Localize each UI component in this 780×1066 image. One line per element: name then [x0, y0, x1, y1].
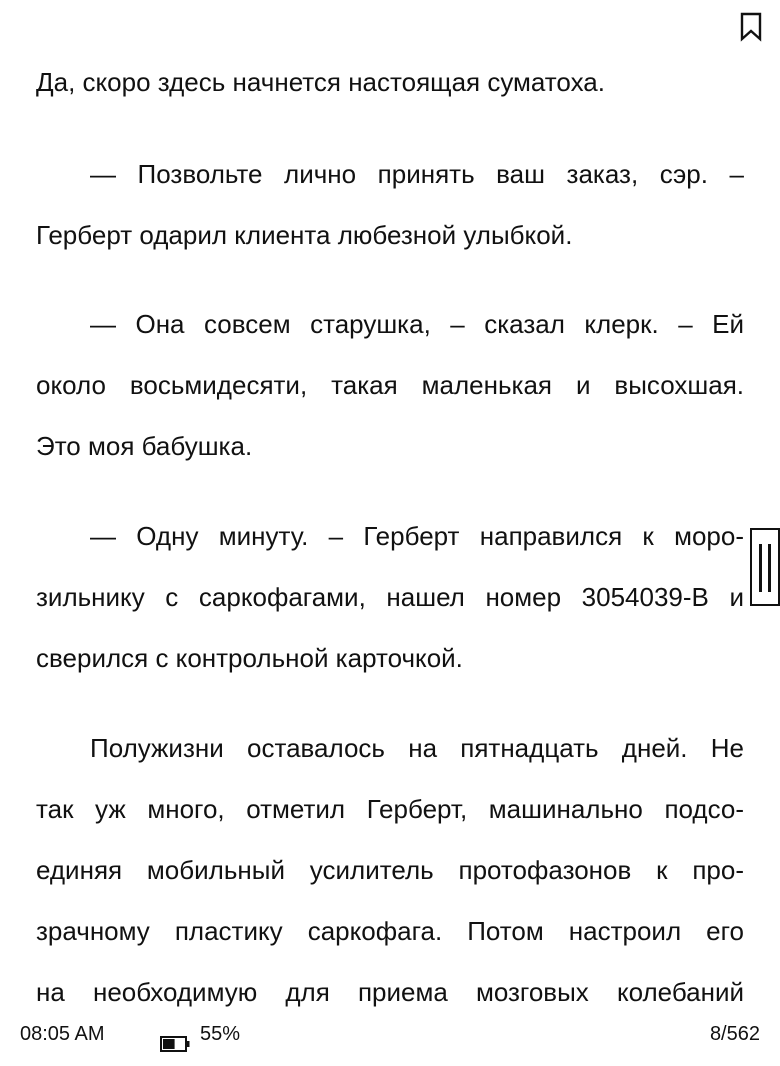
text-line: — Одну минуту. – Герберт направился к моро-	[90, 521, 744, 551]
text-line: сверился с контрольной карточкой.	[36, 643, 463, 673]
text-line: — Позвольте лично принять ваш заказ, сэр. –	[90, 159, 744, 189]
text-line: Полужизни оставалось на пятнадцать дней. Не	[90, 733, 744, 763]
scroll-handle-bar	[768, 544, 771, 592]
text-line: — Она совсем старушка, – сказал клерк. – Ей	[90, 309, 744, 339]
text-line: зильнику с саркофагами, нашел номер 3054039-В и	[36, 582, 744, 612]
status-bar	[0, 1014, 780, 1054]
battery-icon	[160, 1026, 190, 1042]
text-line: так уж много, отметил Герберт, машинально подсо-	[36, 794, 744, 824]
battery-percent: 55%	[200, 1023, 241, 1045]
text-line: зрачному пластику саркофага. Потом настроил его	[36, 916, 744, 946]
text-line: Герберт одарил клиента любезной улыбкой.	[36, 220, 573, 250]
clock-time: 08:05 AM	[20, 1023, 105, 1045]
text-line: Это моя бабушка.	[36, 431, 253, 461]
text-line: единяя мобильный усилитель протофазонов к про-	[36, 855, 744, 885]
bookmark-icon[interactable]	[740, 12, 762, 42]
scroll-handle-bar	[759, 544, 762, 592]
text-line: около восьмидесяти, такая маленькая и высохшая.	[36, 370, 744, 400]
text-line: на необходимую для приема мозговых колебаний	[36, 977, 744, 1007]
page-counter[interactable]: 8/562	[709, 1023, 760, 1045]
scroll-handle-icon[interactable]	[750, 528, 780, 606]
reader-page[interactable]	[36, 0, 744, 1010]
text-line: Да, скоро здесь начнется настоящая суматоха.	[36, 67, 605, 97]
